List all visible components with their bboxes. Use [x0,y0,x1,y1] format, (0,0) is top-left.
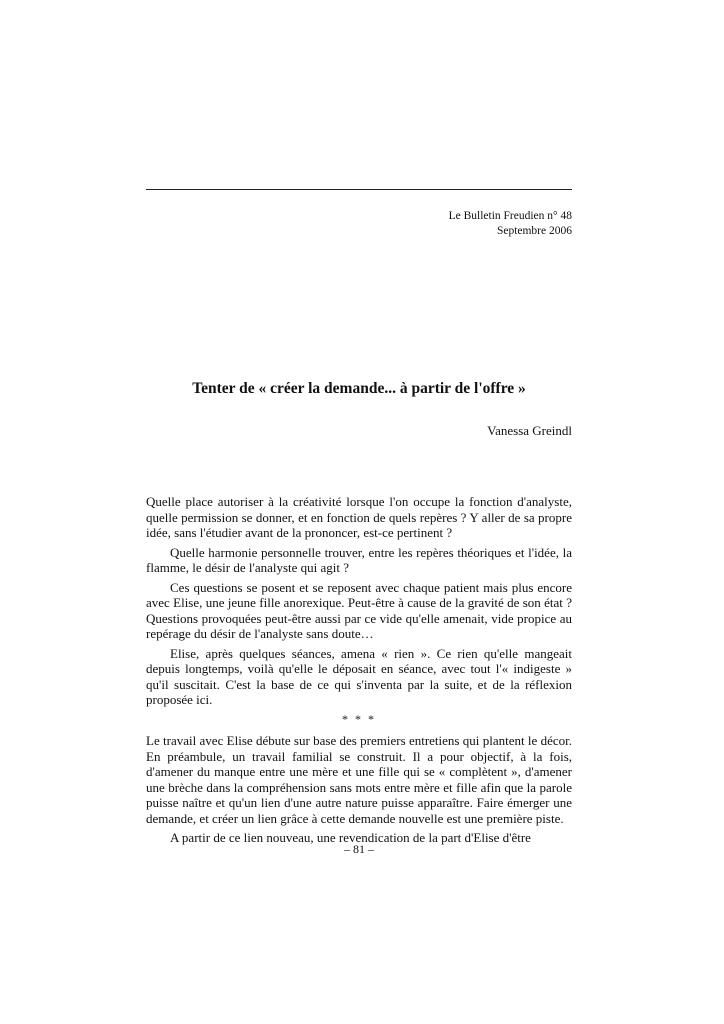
article-body [146,494,572,850]
section-separator: * * * [342,711,376,726]
journal-name: Le Bulletin Freudien n° 48 [448,210,572,222]
issue-date: Septembre 2006 [496,224,572,237]
header-rule [146,189,572,190]
paragraph: A partir de ce lien nouveau, une revendication de la part d'Elise d'être [170,830,531,845]
paragraph: Ces questions se posent et se reposent avec chaque patient mais plus encore avec Elise, une jeune fille anorexique. Peut-être à cause de la gravité de son état ? Questions provoquées peut-être aussi par ce vide qu'elle amenait, vide propice au repérage du désir de l'analyste sans doute… [146,579,572,641]
running-header [449,209,572,238]
page-number: – 81 – [344,842,374,856]
paragraph: Quelle harmonie personnelle trouver, entre les repères théoriques et l'idée, la flamme, le désir de l'analyste qui agit ? [146,544,572,575]
paragraph: Quelle place autoriser à la créativité lorsque l'on occupe la fonction d'analyste, quelle permission se donner, et en fonction de quels repères ? Y aller de sa propre idée, sans l'étudier avant de la prononcer, est-ce pertinent ? [146,494,572,540]
paragraph: Elise, après quelques séances, amena « rien ». Ce rien qu'elle mangeait depuis longtemps, voilà qu'elle le déposait en séance, avec tout l'« indigeste » qu'il suscitait. C'est la base de ce qui s'inventa par la suite, et de la réflexion proposée ici. [146,645,572,707]
article-title: Tenter de « créer la demande... à partir de l'offre » [192,380,526,397]
paragraph: Le travail avec Elise débute sur base des premiers entretiens qui plantent le décor. En préambule, un travail familial se construit. Il a pour objectif, à la fois, d'amener du manque entre une mère et une fille qui se « complètent », d'amener une brèche dans la compréhension sans mots entre mère et fille afin que la parole puisse naître et qu'un lien d'une autre nature puisse apparaître. Faire émerger une demande, et créer un lien grâce à cette demande nouvelle est une première piste. [146,733,572,826]
article-author: Vanessa Greindl [487,423,572,438]
